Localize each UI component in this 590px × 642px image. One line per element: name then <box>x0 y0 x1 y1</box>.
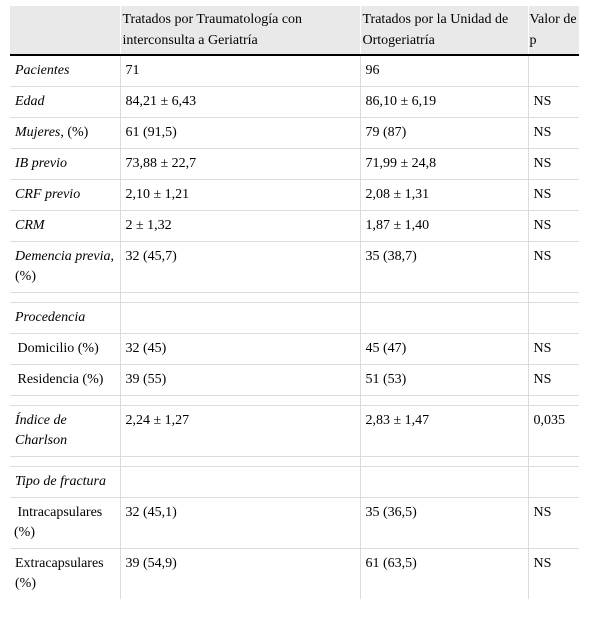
header-empty <box>10 6 120 55</box>
row-label-text: Intracapsulares (%) <box>14 505 103 540</box>
row-label-text: Domicilio (%) <box>17 341 99 356</box>
section-label: Tipo de fractura <box>10 467 120 498</box>
cell-value: 84,21 ± 6,43 <box>120 87 360 118</box>
cell-value: 2,08 ± 1,31 <box>360 180 528 211</box>
cell-value: 2 ± 1,32 <box>120 211 360 242</box>
row-label-suffix: , (%) <box>15 249 114 284</box>
cell-value: 71,99 ± 24,8 <box>360 149 528 180</box>
cell-value: 35 (36,5) <box>360 498 528 549</box>
table-row <box>10 406 579 457</box>
table-row <box>10 118 579 149</box>
cell-p: NS <box>528 118 579 149</box>
cell-value: 32 (45,1) <box>120 498 360 549</box>
table-row <box>10 55 579 87</box>
row-label-cell <box>10 242 120 293</box>
table-row <box>10 149 579 180</box>
row-label: Demencia previa <box>15 249 111 264</box>
table-row <box>10 334 579 365</box>
row-label <box>10 365 120 396</box>
row-label-cell <box>10 118 120 149</box>
header-traumatologia: Tratados por Traumatología con interconsulta a Geriatría <box>120 6 360 55</box>
cell-value: 61 (91,5) <box>120 118 360 149</box>
cell-p: NS <box>528 549 579 600</box>
table-row <box>10 549 579 600</box>
row-label: IB previo <box>10 149 120 180</box>
table-row <box>10 242 579 293</box>
section-label: Procedencia <box>10 303 120 334</box>
cell-value: 79 (87) <box>360 118 528 149</box>
cell-value: 45 (47) <box>360 334 528 365</box>
cell-value: 96 <box>360 55 528 87</box>
row-label: Extracapsulares (%) <box>15 556 104 591</box>
row-label: Pacientes <box>10 55 120 87</box>
table-row <box>10 365 579 396</box>
cell-value: 35 (38,7) <box>360 242 528 293</box>
cell-value: 39 (55) <box>120 365 360 396</box>
cell-value: 2,83 ± 1,47 <box>360 406 528 457</box>
cell-p: NS <box>528 334 579 365</box>
cell-value: 73,88 ± 22,7 <box>120 149 360 180</box>
row-label-text: Residencia (%) <box>17 372 104 387</box>
cell-value: 2,10 ± 1,21 <box>120 180 360 211</box>
row-label-suffix: , (%) <box>60 125 89 140</box>
row-label: Mujeres <box>15 125 61 140</box>
cell-value: 39 (54,9) <box>120 549 360 600</box>
cell-value: 32 (45) <box>120 334 360 365</box>
table-row <box>10 498 579 549</box>
comparison-table <box>10 6 579 599</box>
cell-value: 51 (53) <box>360 365 528 396</box>
cell-value: 2,24 ± 1,27 <box>120 406 360 457</box>
header-ortogeriatria: Tratados por la Unidad de Ortogeriatría <box>360 6 528 55</box>
cell-p: NS <box>528 211 579 242</box>
cell-p: NS <box>528 365 579 396</box>
row-label <box>10 498 120 549</box>
table-row <box>10 180 579 211</box>
section-row <box>10 303 579 334</box>
row-label: Edad <box>10 87 120 118</box>
section-row <box>10 467 579 498</box>
row-label: CRF previo <box>10 180 120 211</box>
cell-p <box>528 55 579 87</box>
cell-p: NS <box>528 180 579 211</box>
spacer-row <box>10 293 579 303</box>
row-label: CRM <box>10 211 120 242</box>
table-row <box>10 87 579 118</box>
cell-p: 0,035 <box>528 406 579 457</box>
cell-value: 32 (45,7) <box>120 242 360 293</box>
cell-p: NS <box>528 149 579 180</box>
row-label <box>10 334 120 365</box>
row-label: Índice de Charlson <box>10 406 120 457</box>
table-row <box>10 211 579 242</box>
cell-p: NS <box>528 242 579 293</box>
cell-value: 61 (63,5) <box>360 549 528 600</box>
cell-p: NS <box>528 498 579 549</box>
spacer-row <box>10 396 579 406</box>
spacer-row <box>10 457 579 467</box>
cell-value: 1,87 ± 1,40 <box>360 211 528 242</box>
cell-p: NS <box>528 87 579 118</box>
cell-value: 86,10 ± 6,19 <box>360 87 528 118</box>
table-header-row <box>10 6 579 55</box>
header-p-value: Valor de p <box>528 6 579 55</box>
cell-value: 71 <box>120 55 360 87</box>
